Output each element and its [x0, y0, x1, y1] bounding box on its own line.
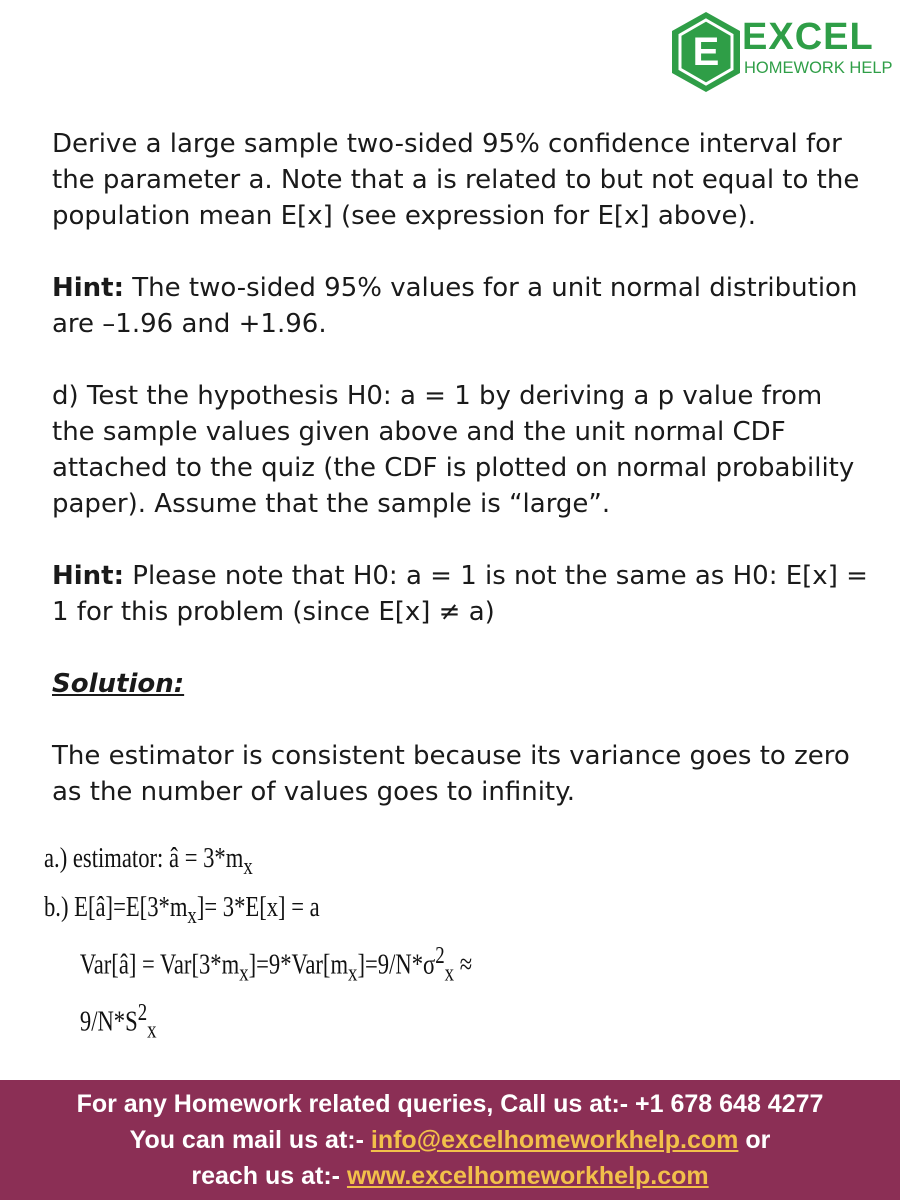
solution-heading	[52, 666, 872, 702]
main-content	[52, 126, 872, 810]
formula-block	[44, 838, 481, 1051]
hint-1-text: The two-sided 95% values for a unit normal distribution are –1.96 and +1.96.	[52, 273, 858, 339]
footer-website-line: reach us at:- www.excelhomeworkhelp.com	[191, 1162, 709, 1190]
footer-phone-line: For any Homework related queries, Call us at:- +1 678 648 4277	[76, 1090, 824, 1118]
logo-hexagon-icon	[668, 10, 744, 94]
hint-2	[52, 558, 872, 630]
solution-title: Solution:	[52, 669, 185, 699]
paragraph-part-d: d) Test the hypothesis H0: a = 1 by deriving a p value from the sample values given above and the unit normal CDF attached to the quiz (the CDF is plotted on normal probability paper). Assume that the sample is “large”.	[52, 381, 855, 519]
footer-banner	[0, 1080, 900, 1200]
logo-letter: E	[692, 30, 720, 74]
solution-text: The estimator is consistent because its variance goes to zero as the number of values goes to infinity.	[52, 741, 850, 807]
email-link[interactable]: info@excelhomeworkhelp.com	[370, 1126, 739, 1154]
paragraph-confidence-interval: Derive a large sample two-sided 95% confidence interval for the parameter a. Note that a is related to but not equal to the population mean E[x] (see expression for E[x] above).	[52, 129, 860, 231]
formula-line-a: a.) estimator: â = $3*m_x$	[44, 842, 253, 880]
hint-1	[52, 270, 872, 342]
logo-subtitle: HOMEWORK HELP	[744, 59, 893, 77]
hint-2-text: Please note that H0: a = 1 is not the same as H0: E[x] = 1 for this problem (since E[x] ≠ a)	[52, 561, 868, 627]
formula-line-b: b.) $E[â]=E[3*m_x]= 3*E[x] = a$	[44, 890, 320, 929]
hint-2-label: Hint:	[52, 561, 125, 591]
footer-email-line: You can mail us at:- info@excelhomeworkhelp.com or	[129, 1126, 771, 1154]
hint-1-label: Hint:	[52, 273, 125, 303]
website-link[interactable]: www.excelhomeworkhelp.com	[346, 1162, 709, 1190]
logo-title: EXCEL	[742, 16, 874, 58]
logo	[668, 8, 900, 96]
formula-line-var: Var[â] = $Var[3*m_x]=9*Var[m_x]=9/N*\sigma^2_x \approx 9/N*S^2_x$	[79, 941, 473, 1044]
